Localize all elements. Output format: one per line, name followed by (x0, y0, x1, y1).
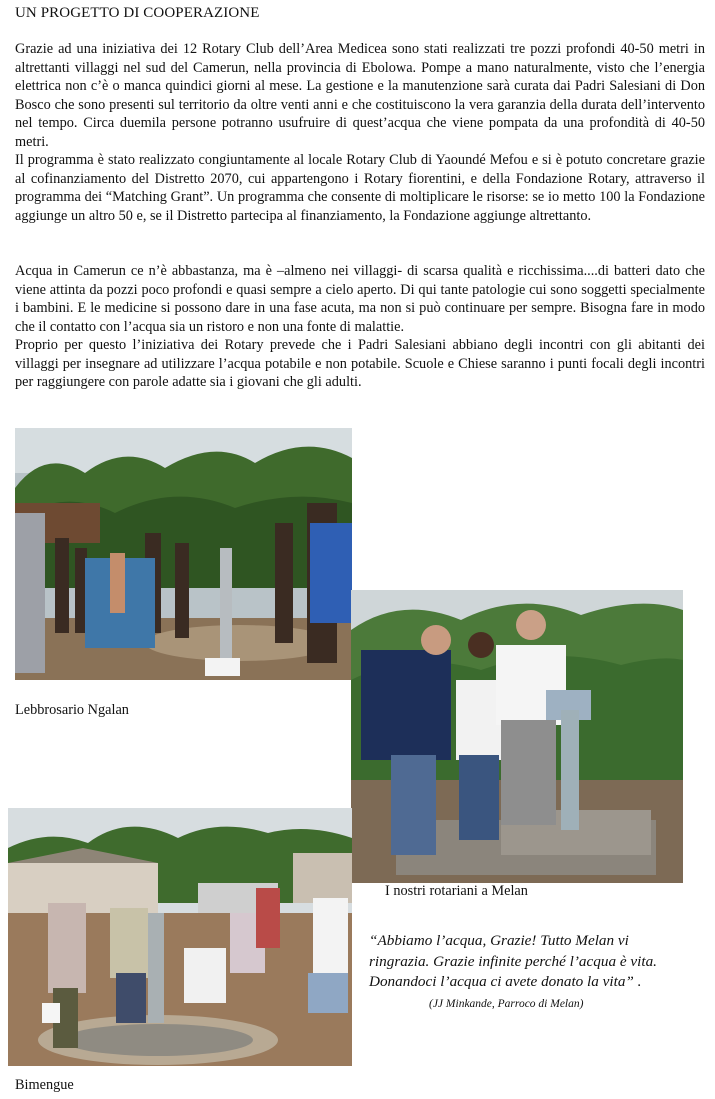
paragraph-water-quality: Acqua in Camerun ce n’è abbastanza, ma è –almeno nei villaggi- di scarsa qualità e ricchissima....di batteri dato che viene attinta da pozzi poco profondi e quasi sempre a cielo aperto. Di qui tante patologie cui sono soggetti specialmente i bambini. E le medicine si possono dare in una fase acuta, ma non si può continuare per sempre. Bisogna fare in modo che il contatto con l’acqua sia un ristoro e non una fonte di malattie. (15, 263, 705, 335)
photo-bimengue (8, 808, 352, 1066)
quote-block (369, 931, 679, 1014)
page-title: UN PROGETTO DI COOPERAZIONE (15, 5, 260, 21)
caption-rotariani-melan: I nostri rotariani a Melan (385, 883, 528, 899)
photo-rotariani-melan (351, 590, 683, 883)
paragraph-education: Proprio per questo l’iniziativa dei Rotary prevede che i Padri Salesiani abbiano degli incontri con gli abitanti dei villaggi per insegnare ad utilizzare l’acqua potabile e non potabile. Scuole e Chiese saranno i punti focali degli incontri per raggiungere con parole adatte sia i giovani che gli adulti. (15, 337, 705, 390)
quote-signature: (JJ Minkande, Parroco di Melan) (429, 997, 584, 1010)
paragraph-program: Il programma è stato realizzato congiuntamente al locale Rotary Club di Yaoundé Mefou e si è potuto concretare grazie al cofinanziamento del Distretto 2070, cui appartengono i Rotary fiorentini, e della Fondazione Rotary, attraverso il programma dei “Matching Grant”. Un programma che consente di moltiplicare le risorse: se io metto 100 la Fondazione aggiunge un altro 50 e, se il Distretto partecipa al finanziamento, la Fondazione aggiunge altrettanto. (15, 152, 705, 224)
caption-lebbrosario-ngalan: Lebbrosario Ngalan (15, 702, 129, 718)
caption-bimengue: Bimengue (15, 1077, 74, 1093)
paragraph-intro: Grazie ad una iniziativa dei 12 Rotary Club dell’Area Medicea sono stati realizzati tre pozzi profondi 40-50 metri in altrettanti villaggi nel sud del Camerun, nella provincia di Ebolowa. Pompe a mano naturalmente, visto che l’energia elettrica non c’è o manca quindici giorni al mese. La gestione e la manutenzione sarà curata dai Padri Salesiani di Don Bosco che sono presenti sul territorio da oltre venti anni e che costituiscono la vera garanzia della durata dell’intervento nel tempo. Circa duemila persone potranno usufruire di quest’acqua che viene pompata da una profondità di 40-50 metri. (15, 41, 705, 150)
quote-text: “Abbiamo l’acqua, Grazie! Tutto Melan vi ringrazia. Grazie infinite perché l’acqua è vita. Donandoci l’acqua ci avete donato la vita” . (369, 932, 657, 990)
photo-lebbrosario-ngalan (15, 428, 352, 680)
